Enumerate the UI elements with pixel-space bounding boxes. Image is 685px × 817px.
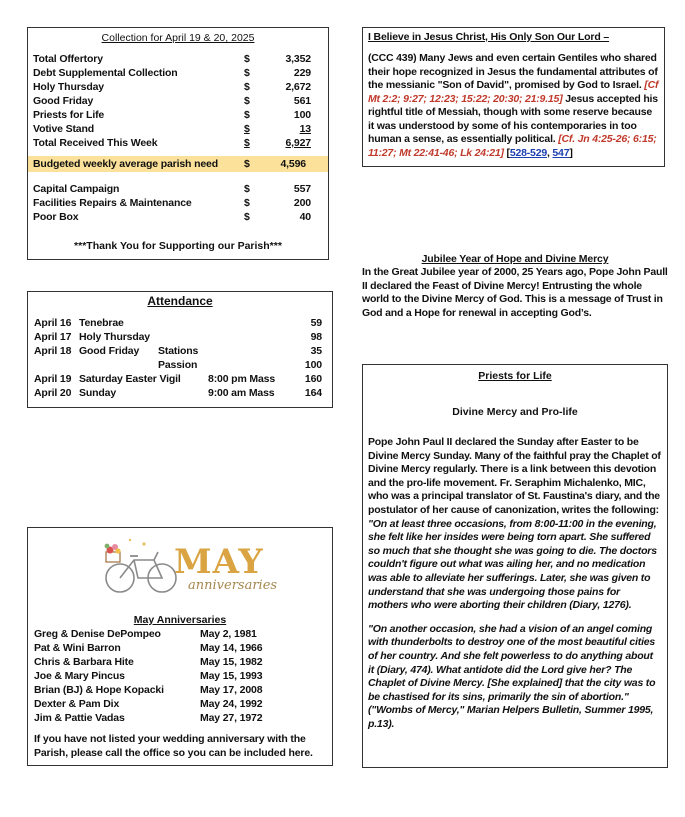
thanks-note: ***Thank You for Supporting our Parish*** bbox=[74, 240, 282, 252]
attendance-time: 9:00 am Mass bbox=[208, 387, 275, 399]
item-amount bbox=[33, 122, 311, 136]
budget-amount: 4,596 bbox=[280, 158, 306, 170]
anniversary-row bbox=[34, 655, 328, 669]
item-amount: 2,672 bbox=[285, 81, 311, 93]
collection-row bbox=[33, 122, 324, 136]
collection-row bbox=[33, 66, 324, 80]
attendance-event: Sunday bbox=[79, 387, 117, 399]
attendance-event: Saturday Easter Vigil bbox=[79, 373, 181, 385]
item-amount: 40 bbox=[299, 211, 311, 223]
dollar-sign: $ bbox=[244, 53, 250, 65]
other-row bbox=[33, 182, 324, 196]
item-label: Holy Thursday bbox=[33, 81, 104, 93]
dollar-sign: $ bbox=[244, 81, 250, 93]
attendance-row bbox=[34, 330, 328, 344]
anniversaries-box bbox=[27, 527, 333, 766]
believe-text: ] bbox=[569, 146, 573, 159]
item-label: Total Received This Week bbox=[33, 137, 158, 149]
believe-box bbox=[362, 27, 665, 167]
dollar-sign: $ bbox=[244, 95, 250, 107]
priests-box bbox=[362, 364, 668, 768]
item-amount-value: 6,927 bbox=[285, 137, 311, 149]
item-amount: 561 bbox=[293, 95, 311, 107]
attendance-row bbox=[34, 386, 328, 400]
anniversary-date: May 15, 1993 bbox=[200, 670, 263, 682]
item-amount: 229 bbox=[293, 67, 311, 79]
attendance-time: Stations bbox=[158, 345, 199, 357]
believe-text: (CCC 439) Many Jews and even certain Gentiles who shared their hope recognized in Jesus the fundamental attributes of the messianic "Son of David", promised by God to Israel. bbox=[368, 52, 658, 91]
collection-title: Collection for April 19 & 20, 2025 bbox=[101, 32, 255, 44]
couple-names: Joe & Mary Pincus bbox=[34, 670, 125, 682]
anniversary-row bbox=[34, 627, 328, 641]
item-amount: 3,352 bbox=[285, 53, 311, 65]
dollar-sign: $ bbox=[244, 109, 250, 121]
anniversary-date: May 27, 1972 bbox=[200, 712, 263, 724]
dollar-sign: $ bbox=[244, 123, 250, 135]
attendance-time: 8:00 pm Mass bbox=[208, 373, 276, 385]
collection-row bbox=[33, 108, 324, 122]
attendance-count: 164 bbox=[304, 387, 322, 399]
couple-names: Dexter & Pam Dix bbox=[34, 698, 120, 710]
attendance-event: Tenebrae bbox=[79, 317, 124, 329]
ccc-link[interactable]: 547 bbox=[552, 146, 570, 159]
couple-names: Pat & Wini Barron bbox=[34, 642, 121, 654]
dollar-sign: $ bbox=[244, 67, 250, 79]
couple-names: Brian (BJ) & Hope Kopacki bbox=[34, 684, 164, 696]
item-amount bbox=[33, 136, 311, 150]
attendance-count: 35 bbox=[310, 345, 322, 357]
collection-row bbox=[33, 52, 324, 66]
attendance-event: Holy Thursday bbox=[79, 331, 150, 343]
spacer bbox=[33, 172, 324, 182]
ccc-link[interactable]: 528-529 bbox=[509, 146, 547, 159]
couple-names: Jim & Pattie Vadas bbox=[34, 712, 125, 724]
believe-text: [ bbox=[503, 146, 510, 159]
anniversary-row bbox=[34, 641, 328, 655]
priests-body bbox=[368, 436, 661, 741]
item-amount-value: 13 bbox=[299, 123, 311, 135]
item-label: Debt Supplemental Collection bbox=[33, 67, 178, 79]
attendance-row bbox=[34, 372, 328, 386]
jubilee-text: In the Great Jubilee year of 2000, 25 Years ago, Pope John Paull II declared the Feast of Divine Mercy! Entrusting the whole world to the Divine Mercy of God. This is a message of Trust in God and a Hope for renewal in accepting God’s. bbox=[362, 266, 668, 319]
attendance-date: April 17 bbox=[34, 331, 72, 343]
item-label: Total Offertory bbox=[33, 53, 103, 65]
couple-names: Greg & Denise DePompeo bbox=[34, 628, 161, 640]
attendance-count: 59 bbox=[310, 317, 322, 329]
attendance-count: 98 bbox=[310, 331, 322, 343]
dollar-sign: $ bbox=[244, 137, 250, 149]
attendance-count: 160 bbox=[304, 373, 322, 385]
other-row bbox=[33, 210, 324, 224]
anniversary-date: May 2, 1981 bbox=[200, 628, 257, 640]
attendance-title: Attendance bbox=[147, 294, 213, 308]
priests-paragraph: "On another occasion, she had a vision of an angel coming with thunderbolts to destroy one of the most beautiful cities of her country. And she felt powerless to do anything about it (Diary, 474). What antidote did the Lord give her? The Chaplet of Divine Mercy. [She explained] that the city was to be chastised for its sins, primarily the sin of abortion." ("Wombs of Mercy," Marian Helpers Bulletin, Summer 1995, p.13). bbox=[368, 622, 656, 730]
anniversaries-lines bbox=[34, 627, 328, 725]
anniversary-row bbox=[34, 697, 328, 711]
item-amount: 557 bbox=[293, 183, 311, 195]
anniversary-row bbox=[34, 669, 328, 683]
anniversary-row bbox=[34, 683, 328, 697]
dollar-sign: $ bbox=[244, 158, 250, 170]
dollar-sign: $ bbox=[244, 211, 250, 223]
attendance-date: April 18 bbox=[34, 345, 72, 357]
budget-label: Budgeted weekly average parish need bbox=[33, 158, 218, 170]
scripture-reference: [Cf. Jn 4:25-26; 6:15; 11:27; Mt 22:41-46; Lk 24:21] bbox=[368, 133, 657, 159]
dollar-sign: $ bbox=[244, 183, 250, 195]
scripture-reference: [Cf Mt 2:2; 9:27; 12:23; 15:22; 20:30; 21:9.15] bbox=[368, 79, 659, 105]
believe-body bbox=[368, 52, 660, 160]
attendance-time: Passion bbox=[158, 359, 198, 371]
attendance-lines bbox=[34, 316, 328, 400]
attendance-row bbox=[34, 344, 328, 358]
attendance-count: 100 bbox=[304, 359, 322, 371]
collection-box bbox=[27, 27, 329, 260]
attendance-date: April 20 bbox=[34, 387, 72, 399]
believe-text: , bbox=[546, 146, 553, 159]
item-label: Priests for Life bbox=[33, 109, 105, 121]
diary-quote: "On at least three occasions, from 8:00-11:00 in the evening, she felt like her insides were being torn apart. She suffered so much that she thought she was going to die. The doctors couldn't figure out what was ailing her, and no medication was able to alleviate her sufferings. Later, she was given to understand that she was undergoing those pains for mothers who were aborting their children (Diary, 1276). bbox=[368, 517, 657, 612]
anniversary-date: May 17, 2008 bbox=[200, 684, 263, 696]
anniversaries-title: May Anniversaries bbox=[133, 614, 227, 626]
anniversary-note: If you have not listed your wedding anniversary with the Parish, please call the office so you can be included here. bbox=[34, 733, 313, 759]
priests-subtitle: Divine Mercy and Pro-life bbox=[452, 406, 578, 418]
attendance-box bbox=[27, 291, 333, 408]
logo-script-text: anniversaries bbox=[188, 578, 278, 593]
budget-row bbox=[28, 156, 328, 172]
other-row bbox=[33, 196, 324, 210]
attendance-date: April 16 bbox=[34, 317, 72, 329]
item-label: Poor Box bbox=[33, 211, 79, 223]
item-label: Votive Stand bbox=[33, 123, 95, 135]
collection-row bbox=[33, 136, 324, 150]
anniversary-row bbox=[34, 711, 328, 725]
item-amount: 200 bbox=[293, 197, 311, 209]
paragraph-text: Pope John Paul II declared the Sunday after Easter to be Divine Mercy Sunday. Many of the faithful pray the Chaplet of Divine Mercy regularly. There is a link between this devotion and the pro-life movement. Fr. Seraphim Michalenko, MIC, who was a principal translator of St. Faustina's diary, and the postulator of her cause of canonization, writes the following: bbox=[368, 436, 661, 516]
anniversary-date: May 24, 1992 bbox=[200, 698, 263, 710]
collection-row bbox=[33, 80, 324, 94]
logo-may-text: MAY bbox=[174, 542, 264, 582]
item-amount: 100 bbox=[293, 109, 311, 121]
anniversary-date: May 15, 1982 bbox=[200, 656, 263, 668]
jubilee-title: Jubilee Year of Hope and Divine Mercy bbox=[421, 253, 609, 265]
attendance-date: April 19 bbox=[34, 373, 72, 385]
anniversary-date: May 14, 1966 bbox=[200, 642, 263, 654]
attendance-row bbox=[34, 316, 328, 330]
item-label: Good Friday bbox=[33, 95, 94, 107]
dollar-sign: $ bbox=[244, 197, 250, 209]
collection-row bbox=[33, 94, 324, 108]
item-label: Facilities Repairs & Maintenance bbox=[33, 197, 192, 209]
may-anniversaries-logo bbox=[100, 534, 278, 600]
attendance-row bbox=[34, 358, 328, 372]
jubilee-section bbox=[362, 253, 668, 320]
item-label: Capital Campaign bbox=[33, 183, 120, 195]
attendance-event: Good Friday bbox=[79, 345, 140, 357]
believe-text: Jesus accepted his rightful title of Messiah, though with some reserve because it was understood by some of his contemporaries in too human a sense, as essentially political. bbox=[368, 92, 658, 145]
couple-names: Chris & Barbara Hite bbox=[34, 656, 134, 668]
collection-lines bbox=[33, 52, 324, 224]
priests-paragraph bbox=[368, 436, 661, 613]
believe-title: I Believe in Jesus Christ, His Only Son Our Lord – bbox=[368, 31, 610, 43]
priests-title: Priests for Life bbox=[478, 370, 552, 382]
